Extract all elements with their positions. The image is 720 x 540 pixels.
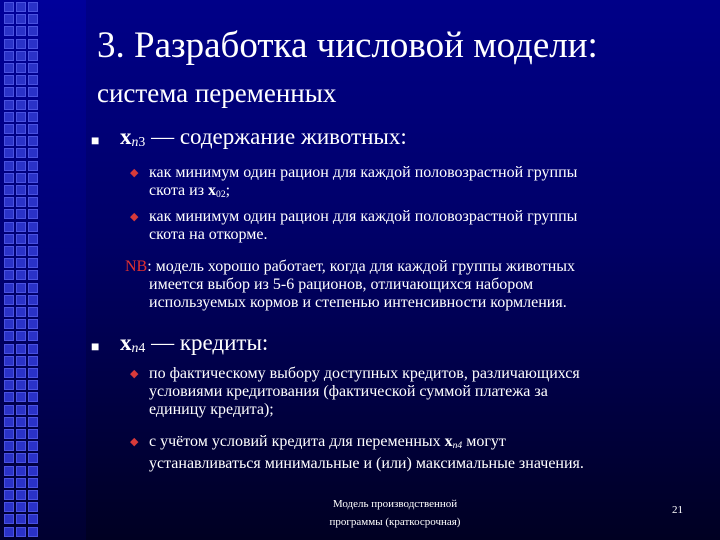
decor-square [16, 344, 26, 354]
decor-square [16, 380, 26, 390]
section1-item2-line2: скота на откорме. [149, 226, 268, 243]
decor-square [16, 51, 26, 61]
decor-square [16, 63, 26, 73]
decor-square [4, 222, 14, 232]
decor-square [16, 490, 26, 500]
section2-item2 [149, 433, 709, 473]
diamond-bullet-icon: ◆ [130, 167, 139, 179]
decor-square [16, 222, 26, 232]
decor-square [16, 185, 26, 195]
decor-square [28, 14, 38, 24]
decor-square [16, 295, 26, 305]
decor-square [4, 466, 14, 476]
decor-square [16, 258, 26, 268]
decor-square [16, 441, 26, 451]
decor-square [4, 368, 14, 378]
decor-square [4, 490, 14, 500]
decor-square [16, 429, 26, 439]
decor-square [28, 417, 38, 427]
decor-square [4, 270, 14, 280]
section1-item1-line2-pre: скота из [149, 182, 209, 199]
section1-heading [120, 124, 407, 155]
decor-square [4, 380, 14, 390]
decor-square [28, 136, 38, 146]
decor-square [4, 514, 14, 524]
decor-square [28, 185, 38, 195]
footer-line2: программы (краткосрочная) [329, 516, 461, 528]
decor-square [16, 319, 26, 329]
decor-square [4, 453, 14, 463]
section1-num: 3 [138, 134, 146, 149]
decor-square [4, 429, 14, 439]
section1-item1-line2-post: ; [225, 182, 231, 199]
decor-square [28, 197, 38, 207]
diamond-bullet-icon: ◆ [130, 436, 139, 448]
decor-square [28, 161, 38, 171]
decor-square [4, 527, 14, 537]
decor-square [16, 173, 26, 183]
decor-square [4, 124, 14, 134]
decor-square [4, 26, 14, 36]
decor-square [16, 405, 26, 415]
decor-square-column-2 [16, 2, 26, 538]
decor-square [16, 356, 26, 366]
decor-square [4, 246, 14, 256]
decor-square [4, 87, 14, 97]
decor-square [28, 246, 38, 256]
nb-line2: имеется выбор из 5-6 рационов, отличающихся набором [149, 276, 534, 293]
nb-line1: : модель хорошо работает, когда для каждой группы животных [147, 258, 576, 275]
decor-square [28, 466, 38, 476]
section2-item1-line1: по фактическому выбору доступных кредитов, различающихся [149, 365, 580, 382]
decor-square [4, 63, 14, 73]
decor-square [28, 75, 38, 85]
decor-square [28, 100, 38, 110]
decor-square [28, 368, 38, 378]
decor-square [28, 51, 38, 61]
decor-square [28, 527, 38, 537]
section1-item1 [149, 164, 709, 204]
decor-square [28, 124, 38, 134]
decor-square [28, 26, 38, 36]
decor-square [28, 429, 38, 439]
decor-square [28, 112, 38, 122]
section2-item2-line1-post: могут [462, 433, 506, 450]
decor-square [28, 490, 38, 500]
decor-square [16, 478, 26, 488]
decor-square [4, 209, 14, 219]
decor-square [4, 148, 14, 158]
decor-square [16, 331, 26, 341]
decor-square [28, 39, 38, 49]
section2-item1 [149, 365, 709, 419]
section1-sub: n [131, 134, 139, 149]
decor-square [28, 356, 38, 366]
decor-square [4, 258, 14, 268]
decor-square [16, 234, 26, 244]
decor-square [28, 87, 38, 97]
decor-square [28, 258, 38, 268]
decor-square [4, 405, 14, 415]
decor-square [4, 356, 14, 366]
nb-tag: NB [125, 258, 148, 275]
decor-square [16, 26, 26, 36]
slide-title: 3. Разработка числовой модели: [97, 25, 598, 66]
decor-square [16, 453, 26, 463]
section1-var: x [120, 124, 132, 149]
decor-square [4, 197, 14, 207]
decor-square [16, 14, 26, 24]
decor-square [28, 2, 38, 12]
decor-square [16, 136, 26, 146]
decor-square [4, 136, 14, 146]
decor-square [16, 39, 26, 49]
decor-square [4, 75, 14, 85]
decor-square [28, 502, 38, 512]
decor-square [28, 380, 38, 390]
decor-square [4, 502, 14, 512]
bullet-square-icon: ■ [91, 134, 100, 149]
decor-square [16, 100, 26, 110]
section2-item2-var: x [444, 433, 453, 450]
decor-square [16, 392, 26, 402]
section1-item1-line1: как минимум один рацион для каждой половозрастной группы [149, 164, 578, 181]
decor-square [4, 478, 14, 488]
section2-item2-line2: устанавливаться минимальные и (или) максимальные значения. [149, 455, 584, 472]
decor-square [28, 234, 38, 244]
decor-square [4, 185, 14, 195]
decor-square [28, 319, 38, 329]
section2-item1-line2: условиями кредитования (фактической суммой платежа за [149, 383, 548, 400]
decor-square [4, 100, 14, 110]
decor-square [28, 209, 38, 219]
decor-square [16, 368, 26, 378]
decor-square [4, 307, 14, 317]
decor-square [4, 441, 14, 451]
decor-square [28, 270, 38, 280]
slide-footer [300, 495, 490, 531]
decor-square [16, 270, 26, 280]
decor-square [28, 331, 38, 341]
decor-square [16, 197, 26, 207]
section1-text: — содержание животных: [145, 124, 407, 149]
decor-square [28, 307, 38, 317]
decor-square [28, 344, 38, 354]
footer-line1: Модель производственной [332, 498, 458, 510]
slide-subtitle: система переменных [97, 78, 337, 108]
decor-square [16, 2, 26, 12]
decor-square [4, 344, 14, 354]
decor-square [28, 283, 38, 293]
decor-square-column-1 [4, 2, 14, 538]
section2-item2-sub: n4 [452, 440, 463, 451]
decor-square [4, 283, 14, 293]
decor-square [16, 148, 26, 158]
decor-square [28, 392, 38, 402]
section2-sub: n [131, 340, 139, 355]
decor-square [28, 514, 38, 524]
decor-square [4, 161, 14, 171]
decor-square [28, 441, 38, 451]
decor-square [4, 51, 14, 61]
decor-square [16, 209, 26, 219]
section2-item1-line3: единицу кредита); [149, 401, 274, 418]
decor-square [16, 502, 26, 512]
decor-square [4, 417, 14, 427]
decor-square [16, 283, 26, 293]
nb-line3: используемых кормов и степенью интенсивности кормления. [149, 294, 567, 311]
decor-square [28, 453, 38, 463]
decor-square [16, 246, 26, 256]
section1-item2-line1: как минимум один рацион для каждой половозрастной группы [149, 208, 578, 225]
decor-square [16, 466, 26, 476]
section1-item1-sub: 02 [216, 189, 226, 200]
decor-square [16, 112, 26, 122]
section2-item2-line1-pre: с учётом условий кредита для переменных [149, 433, 445, 450]
diamond-bullet-icon: ◆ [130, 211, 139, 223]
decor-square [16, 124, 26, 134]
decor-square [16, 307, 26, 317]
section1-item1-var: x [208, 182, 217, 199]
bullet-square-icon: ■ [91, 340, 100, 355]
decor-square [28, 222, 38, 232]
decor-square [28, 405, 38, 415]
section2-heading [120, 330, 268, 361]
decor-square [4, 295, 14, 305]
decor-square [16, 161, 26, 171]
decor-square [4, 2, 14, 12]
decor-square [4, 392, 14, 402]
decor-square [4, 319, 14, 329]
decor-square [4, 173, 14, 183]
decor-square-column-3 [28, 2, 38, 538]
page-number: 21 [672, 504, 683, 516]
decor-square [28, 173, 38, 183]
section1-item2 [149, 208, 709, 244]
decor-square [16, 527, 26, 537]
decor-square [4, 14, 14, 24]
decor-square [28, 63, 38, 73]
decor-square [16, 87, 26, 97]
decor-square [4, 39, 14, 49]
section2-num: 4 [138, 340, 146, 355]
diamond-bullet-icon: ◆ [130, 368, 139, 380]
decor-square [4, 234, 14, 244]
decor-square [28, 295, 38, 305]
nb-note [125, 258, 710, 312]
decor-square [28, 148, 38, 158]
decor-square [28, 478, 38, 488]
decor-square [16, 75, 26, 85]
decor-square [4, 112, 14, 122]
section2-var: x [120, 330, 132, 355]
decor-square [16, 514, 26, 524]
decor-square [4, 331, 14, 341]
decor-square [16, 417, 26, 427]
section2-text: — кредиты: [145, 330, 269, 355]
